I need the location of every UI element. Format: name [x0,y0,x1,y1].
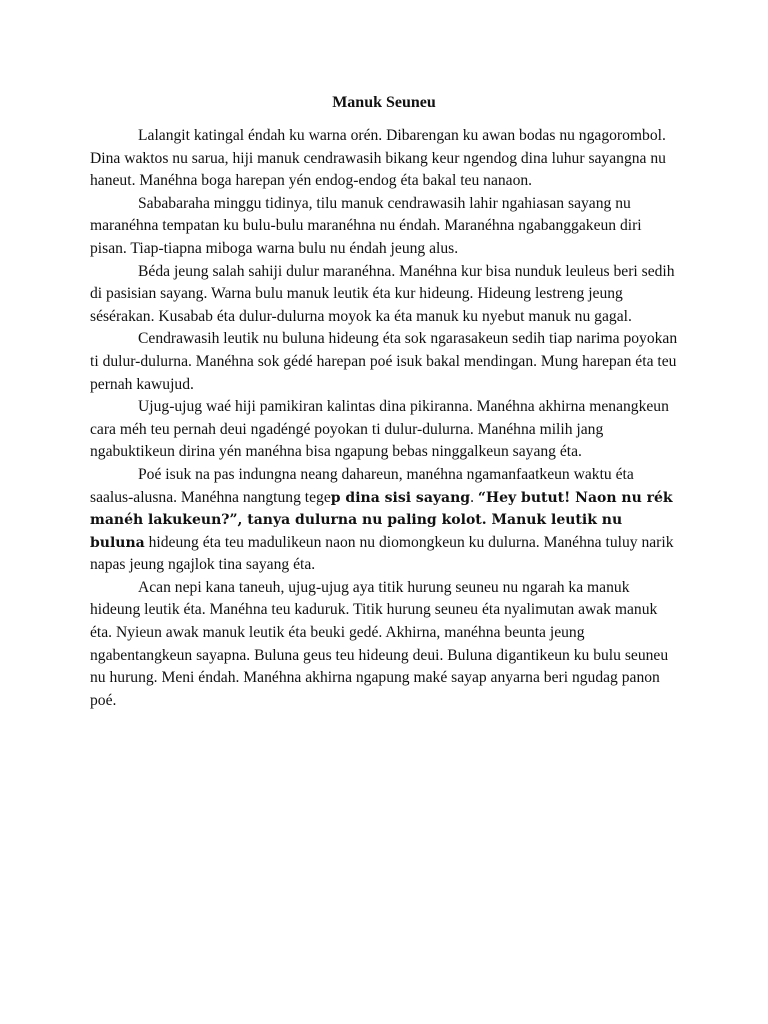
paragraph-6 [90,464,678,577]
paragraph-3: Béda jeung salah sahiji dulur maranéhna. Manéhna kur bisa nunduk leuleus beri sedih di pasisian sayang. Warna bulu manuk leutik éta kur hideung. Hideung lestreng jeung sésérakan. Kusabab éta dulur-dulurna moyok ka éta manuk ku nyebut manuk nu gagal. [90,262,675,325]
paragraph-6-text-1: Poé isuk na pas indungna neang dahareun, manéhna ngamanfaatkeun waktu éta saalus-alusna. Manéhna nangtung tege [90,465,634,506]
paragraph-6-bold-1: p dina sisi sayang [330,489,471,506]
paragraph-1: Lalangit katingal éndah ku warna orén. Dibarengan ku awan bodas nu ngagorombol. Dina waktos nu sarua, hiji manuk cendrawasih bikang keur ngendog dina luhur sayangna nu haneut. Manéhna boga harepan yén endog-endog éta bakal teu nanaon. [90,127,666,190]
paragraph-6-text-3: hideung éta teu madulikeun naon nu diomongkeun ku dulurna. Manéhna tuluy narik napas jeung ngajlok tina sayang éta. [90,533,674,574]
document-title: Manuk Seuneu [332,94,436,111]
paragraph-7: Acan nepi kana taneuh, ujug-ujug aya titik hurung seuneu nu ngarah ka manuk hideung leutik éta. Manéhna teu kaduruk. Titik hurung seuneu éta nyalimutan awak manuk éta. Nyieun awak manuk leutik éta beuki gedé. Akhirna, manéhna beunta jeung ngabentangkeun sayapna. Buluna geus teu hideung deui. Buluna digantikeun ku bulu seuneu nu hurung. Meni éndah. Manéhna akhirna ngapung maké sayap anyarna beri ngudag panon poé. [90,578,669,709]
paragraph-2: Sababaraha minggu tidinya, tilu manuk cendrawasih lahir ngahiasan sayang nu maranéhna tempatan ku bulu-bulu maranéhna nu éndah. Maranéhna ngabanggakeun diri pisan. Tiap-tiapna miboga warna bulu nu éndah jeung alus. [90,194,642,257]
paragraph-4: Cendrawasih leutik nu buluna hideung éta sok ngarasakeun sedih tiap narima poyokan ti dulur-dulurna. Manéhna sok gédé harepan poé isuk bakal mendingan. Mung harepan éta teu pernah kawujud. [90,330,678,393]
document-body [90,125,678,712]
paragraph-6-bold-2: “Hey butut! Naon nu rék manéh lakukeun?”, tanya dulurna nu paling kolot. Manuk leutik nu buluna [90,489,673,551]
paragraph-5: Ujug-ujug waé hiji pamikiran kalintas dina pikiranna. Manéhna akhirna menangkeun cara méh teu pernah deui ngadéngé poyokan ti dulur-dulurna. Manéhna milih jang ngabuktikeun dirina yén manéhna bisa ngapung bebas ninggalkeun sayang éta. [90,398,669,461]
paragraph-6-text-2: . [470,488,478,506]
